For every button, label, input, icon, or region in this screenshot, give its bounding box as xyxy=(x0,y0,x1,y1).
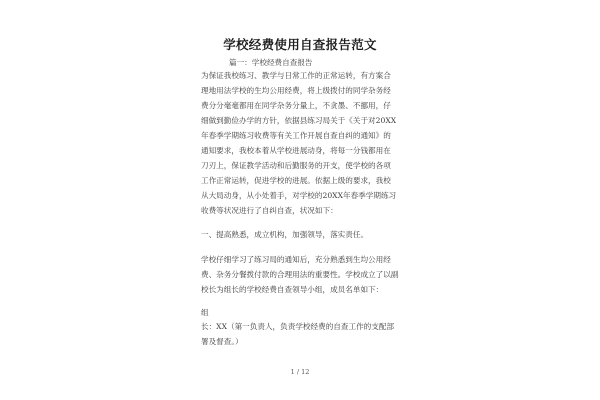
paragraph-line: 费、杂务分餐拨付款的合理用法的重要性。学校成立了以副 xyxy=(201,270,399,279)
paragraph-line: 刀刃上，保证教学活动和后勤服务的开支，使学校的各项 xyxy=(201,161,391,170)
paragraph-line: 收费等状况进行了自纠自查，状况如下： xyxy=(201,206,338,215)
section-heading: 篇一：学校经费自查报告 xyxy=(229,58,313,67)
paragraph-line: 年春季学期练习收费等有关工作开展自查自纠的通知》的 xyxy=(201,131,391,140)
paragraph-line: 学校仔细学习了练习局的通知后，充分熟悉到生均公用经 xyxy=(201,255,391,264)
page-indicator: 1 / 12 xyxy=(290,368,310,376)
paragraph-line: 工作正常运转，促进学校的进展。依据上级的要求，我校 xyxy=(201,176,391,185)
document-title: 学校经费使用自查报告范文 xyxy=(223,37,377,52)
paragraph-line: 理地用法学校的生均公用经费，将上级拨付的同学杂务经 xyxy=(201,86,391,95)
paragraph-line: 组 xyxy=(201,308,209,317)
paragraph-line: 费分分毫毫都用在同学杂务分量上，不贪墨、不挪用，仔 xyxy=(201,101,391,110)
paragraph-line: 通知要求，我校本着从学校进展动身，将每一分钱都用在 xyxy=(201,146,391,155)
paragraph-line: 细做到勤俭办学的方针，依据县练习局关于《关于对20XX xyxy=(201,116,397,125)
paragraph-line: 从大局动身，从小处着手，对学校的20XX年春季学期练习 xyxy=(201,191,397,200)
section-heading: 一、提高熟悉，成立机构，加强领导，落实责任。 xyxy=(201,230,369,239)
paragraph-line: 为保证我校练习、教学与日常工作的正常运转，有方案合 xyxy=(201,71,391,80)
paragraph-line: 长：XX（第一负责人，负责学校经费的自查工作的支配部 xyxy=(201,322,395,331)
paragraph-line: 署及督查。） xyxy=(201,337,243,346)
paragraph-line: 校长为组长的学校经费自查领导小组，成员名单如下： xyxy=(201,285,384,294)
